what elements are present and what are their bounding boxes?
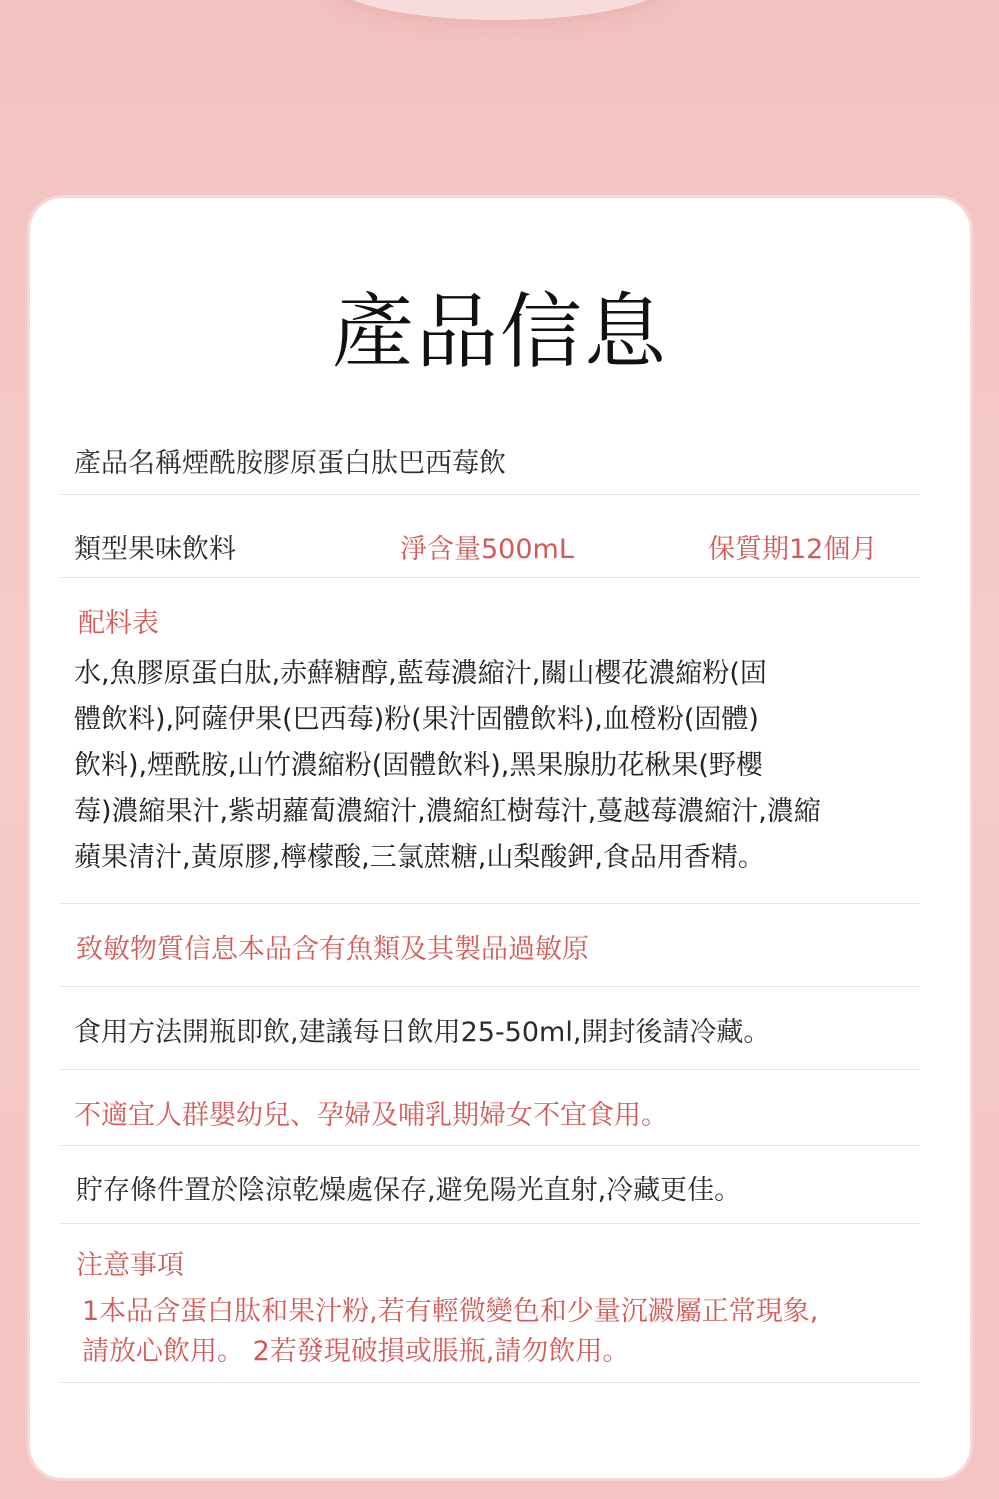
- ingredients-line: 體飲料),阿薩伊果(巴西莓)粉(果汁固體飲料),血橙粉(固體): [74, 704, 759, 735]
- ingredients-line: 水,魚膠原蛋白肽,赤蘚糖醇,藍莓濃縮汁,關山櫻花濃縮粉(固: [74, 658, 767, 689]
- storage-row: [60, 1145, 920, 1224]
- storage-info: 貯存條件置於陰涼乾燥處保存,避免陽光直射,冷藏更佳。: [76, 1175, 742, 1206]
- usage-info: 食用方法開瓶即飲,建議每日飲用25-50ml,開封後請冷藏。: [74, 1017, 771, 1048]
- product-type: 類型果味飲料: [74, 534, 236, 565]
- spec-row: [60, 528, 920, 578]
- product-name: 產品名稱煙酰胺膠原蛋白肽巴西莓飲: [74, 448, 506, 479]
- unsuitable-row: [60, 1069, 920, 1146]
- notes-line: 請放心飲用。 2若發現破損或脹瓶,請勿飲用。: [82, 1336, 630, 1367]
- allergen-row: [60, 903, 920, 987]
- decorative-ellipse: [330, 0, 670, 20]
- ingredients-label: 配料表: [78, 608, 159, 639]
- net-content: 淨含量500mL: [400, 534, 574, 565]
- product-name-row: [60, 443, 920, 495]
- product-info-card: [30, 198, 970, 1478]
- ingredients-text: [74, 651, 924, 881]
- notes-text: [82, 1292, 922, 1372]
- notes-label: 注意事項: [76, 1250, 184, 1281]
- unsuitable-info: 不適宜人群嬰幼兒、孕婦及哺乳期婦女不宜食用。: [74, 1100, 668, 1131]
- ingredients-line: 飲料),煙酰胺,山竹濃縮粉(固體飲料),黑果腺肋花楸果(野櫻: [74, 750, 763, 781]
- allergen-info: 致敏物質信息本品含有魚類及其製品過敏原: [76, 934, 589, 965]
- page-title: 產品信息: [331, 285, 668, 380]
- notes-line: 1本品含蛋白肽和果汁粉,若有輕微變色和少量沉澱屬正常現象,: [82, 1296, 819, 1327]
- ingredients-line: 莓)濃縮果汁,紫胡蘿蔔濃縮汁,濃縮紅樹莓汁,蔓越莓濃縮汁,濃縮: [74, 796, 821, 827]
- ingredients-line: 蘋果清汁,黃原膠,檸檬酸,三氯蔗糖,山梨酸鉀,食品用香精。: [74, 842, 765, 873]
- usage-row: [60, 986, 920, 1070]
- shelf-life: 保質期12個月: [708, 534, 878, 565]
